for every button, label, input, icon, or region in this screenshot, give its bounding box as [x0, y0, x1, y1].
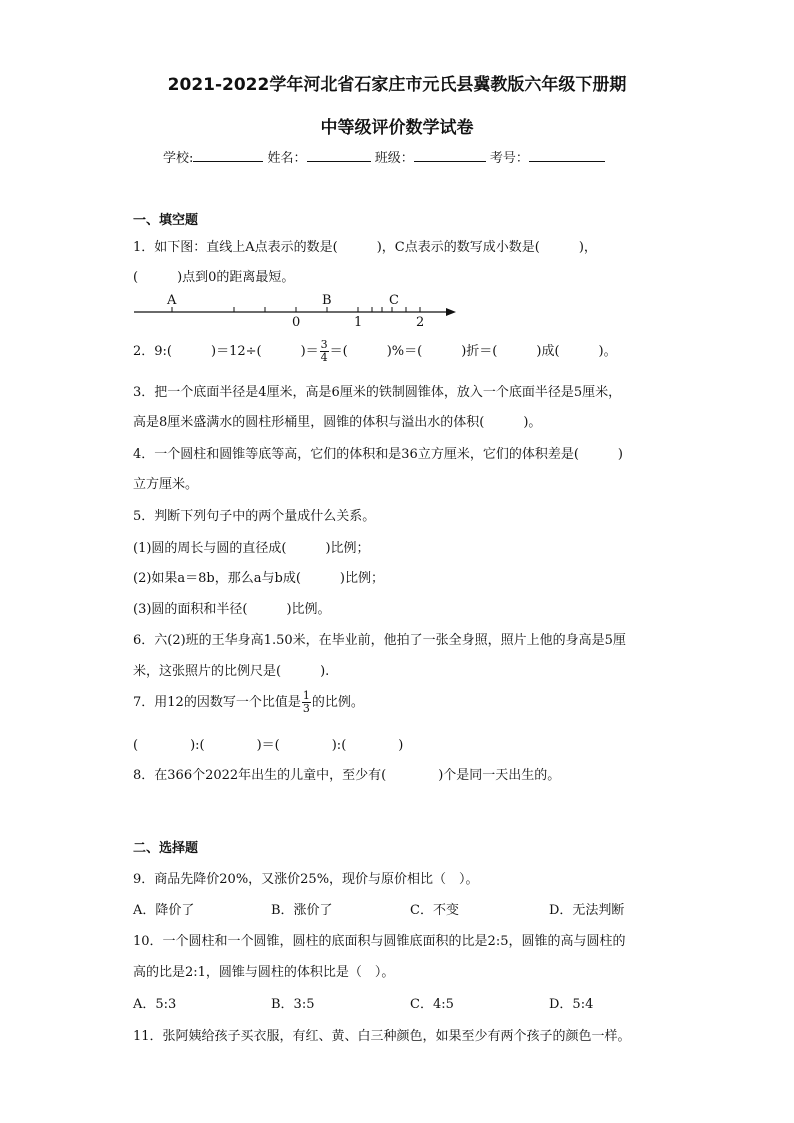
q8-line1: 8．在366个2022年出生的儿童中，至少有( )个是同一天出生的。 — [133, 768, 561, 783]
point-b-label: B — [322, 293, 332, 308]
school-label: 学校: — [163, 151, 194, 166]
q10-option-a: A．5:3 — [133, 997, 177, 1012]
q1-line1: 1．如下图：直线上A点表示的数是( )，C点表示的数写成小数是( )， — [133, 240, 597, 255]
q10-option-b: B．3:5 — [271, 997, 315, 1012]
q5-line2: (1)圆的周长与圆的直径成( )比例； — [133, 541, 370, 556]
name-label: 姓名： — [267, 151, 307, 166]
exam-number-blank — [529, 149, 605, 162]
q6-line2: 米，这张照片的比例尺是( ). — [133, 664, 330, 679]
name-blank — [307, 149, 371, 162]
number-line-figure — [130, 290, 460, 330]
q2-fraction-denominator: 4 — [320, 351, 328, 364]
q9-line1: 9．商品先降价20%，又涨价25%，现价与原价相比（ ）。 — [133, 872, 479, 887]
q7-line2: ( ):( )＝( ):( ) — [133, 738, 404, 753]
q5-line4: (3)圆的面积和半径( )比例。 — [133, 602, 331, 617]
q7-text-before: 7．用12的因数写一个比值是 — [133, 695, 301, 710]
q3-line1: 3．把一个底面半径是4厘米，高是6厘米的铁制圆锥体，放入一个底面半径是5厘米， — [133, 385, 622, 400]
q4-line2: 立方厘米。 — [133, 477, 199, 492]
q2-fraction-numerator: 3 — [320, 338, 328, 351]
q5-line1: 5．判断下列句子中的两个量成什么关系。 — [133, 509, 376, 524]
class-blank — [414, 149, 486, 162]
tick-label-1: 1 — [354, 315, 363, 330]
q7-fraction — [302, 690, 311, 715]
q2-fraction — [320, 339, 329, 364]
point-a-label: A — [167, 293, 177, 308]
q3-line2: 高是8厘米盛满水的圆柱形桶里，圆锥的体积与溢出水的体积( )。 — [133, 415, 542, 430]
q7-fraction-denominator: 3 — [302, 702, 310, 715]
q7-fraction-numerator: 1 — [302, 689, 310, 702]
q10-line1: 10．一个圆柱和一个圆锥，圆柱的底面积与圆锥底面积的比是2:5，圆锥的高与圆柱的 — [133, 934, 626, 949]
q6-line1: 6．六(2)班的王华身高1.50米，在毕业前，他拍了一张全身照，照片上他的身高是5厘 — [133, 633, 626, 648]
q2-text-after: ＝( )%＝( )折＝( )成( )。 — [329, 344, 617, 359]
q7-text-after: 的比例。 — [311, 695, 364, 710]
class-label: 班级： — [374, 151, 414, 166]
q9-option-b: B．涨价了 — [271, 903, 333, 918]
q9-option-d: D．无法判断 — [549, 903, 625, 918]
q10-option-c: C．4:5 — [410, 997, 454, 1012]
point-c-label: C — [389, 293, 399, 308]
q11-line1: 11．张阿姨给孩子买衣服，有红、黄、白三种颜色，如果至少有两个孩子的颜色一样。 — [133, 1029, 631, 1044]
exam-title-line1: 2021-2022学年河北省石家庄市元氏县冀教版六年级下册期 — [167, 75, 627, 95]
q9-option-c: C．不变 — [410, 903, 459, 918]
q1-line2: ( )点到0的距离最短。 — [133, 270, 295, 285]
q7-line1 — [133, 690, 364, 715]
q5-line3: (2)如果a＝8b，那么a与b成( )比例； — [133, 571, 384, 586]
q9-option-a: A．降价了 — [133, 903, 195, 918]
school-blank — [193, 149, 263, 162]
q4-line1: 4．一个圆柱和圆锥等底等高，它们的体积和是36立方厘米，它们的体积差是( ) — [133, 447, 623, 462]
exam-number-label: 考号： — [489, 151, 529, 166]
tick-label-0: 0 — [292, 315, 301, 330]
exam-title-line2: 中等级评价数学试卷 — [320, 118, 474, 138]
q2-text-before: 2．9:( )＝12÷( )＝ — [133, 344, 319, 359]
q10-option-d: D．5:4 — [549, 997, 594, 1012]
student-info-row — [163, 147, 605, 166]
number-line-arrow — [446, 308, 456, 316]
q2-line — [133, 339, 617, 364]
number-line-ticks — [172, 307, 420, 312]
tick-label-2: 2 — [416, 315, 425, 330]
section-fill-in-heading: 一、填空题 — [133, 213, 199, 228]
q10-line2: 高的比是2:1，圆锥与圆柱的体积比是（ ）。 — [133, 965, 395, 980]
section-multiple-choice-heading: 二、选择题 — [133, 841, 199, 856]
